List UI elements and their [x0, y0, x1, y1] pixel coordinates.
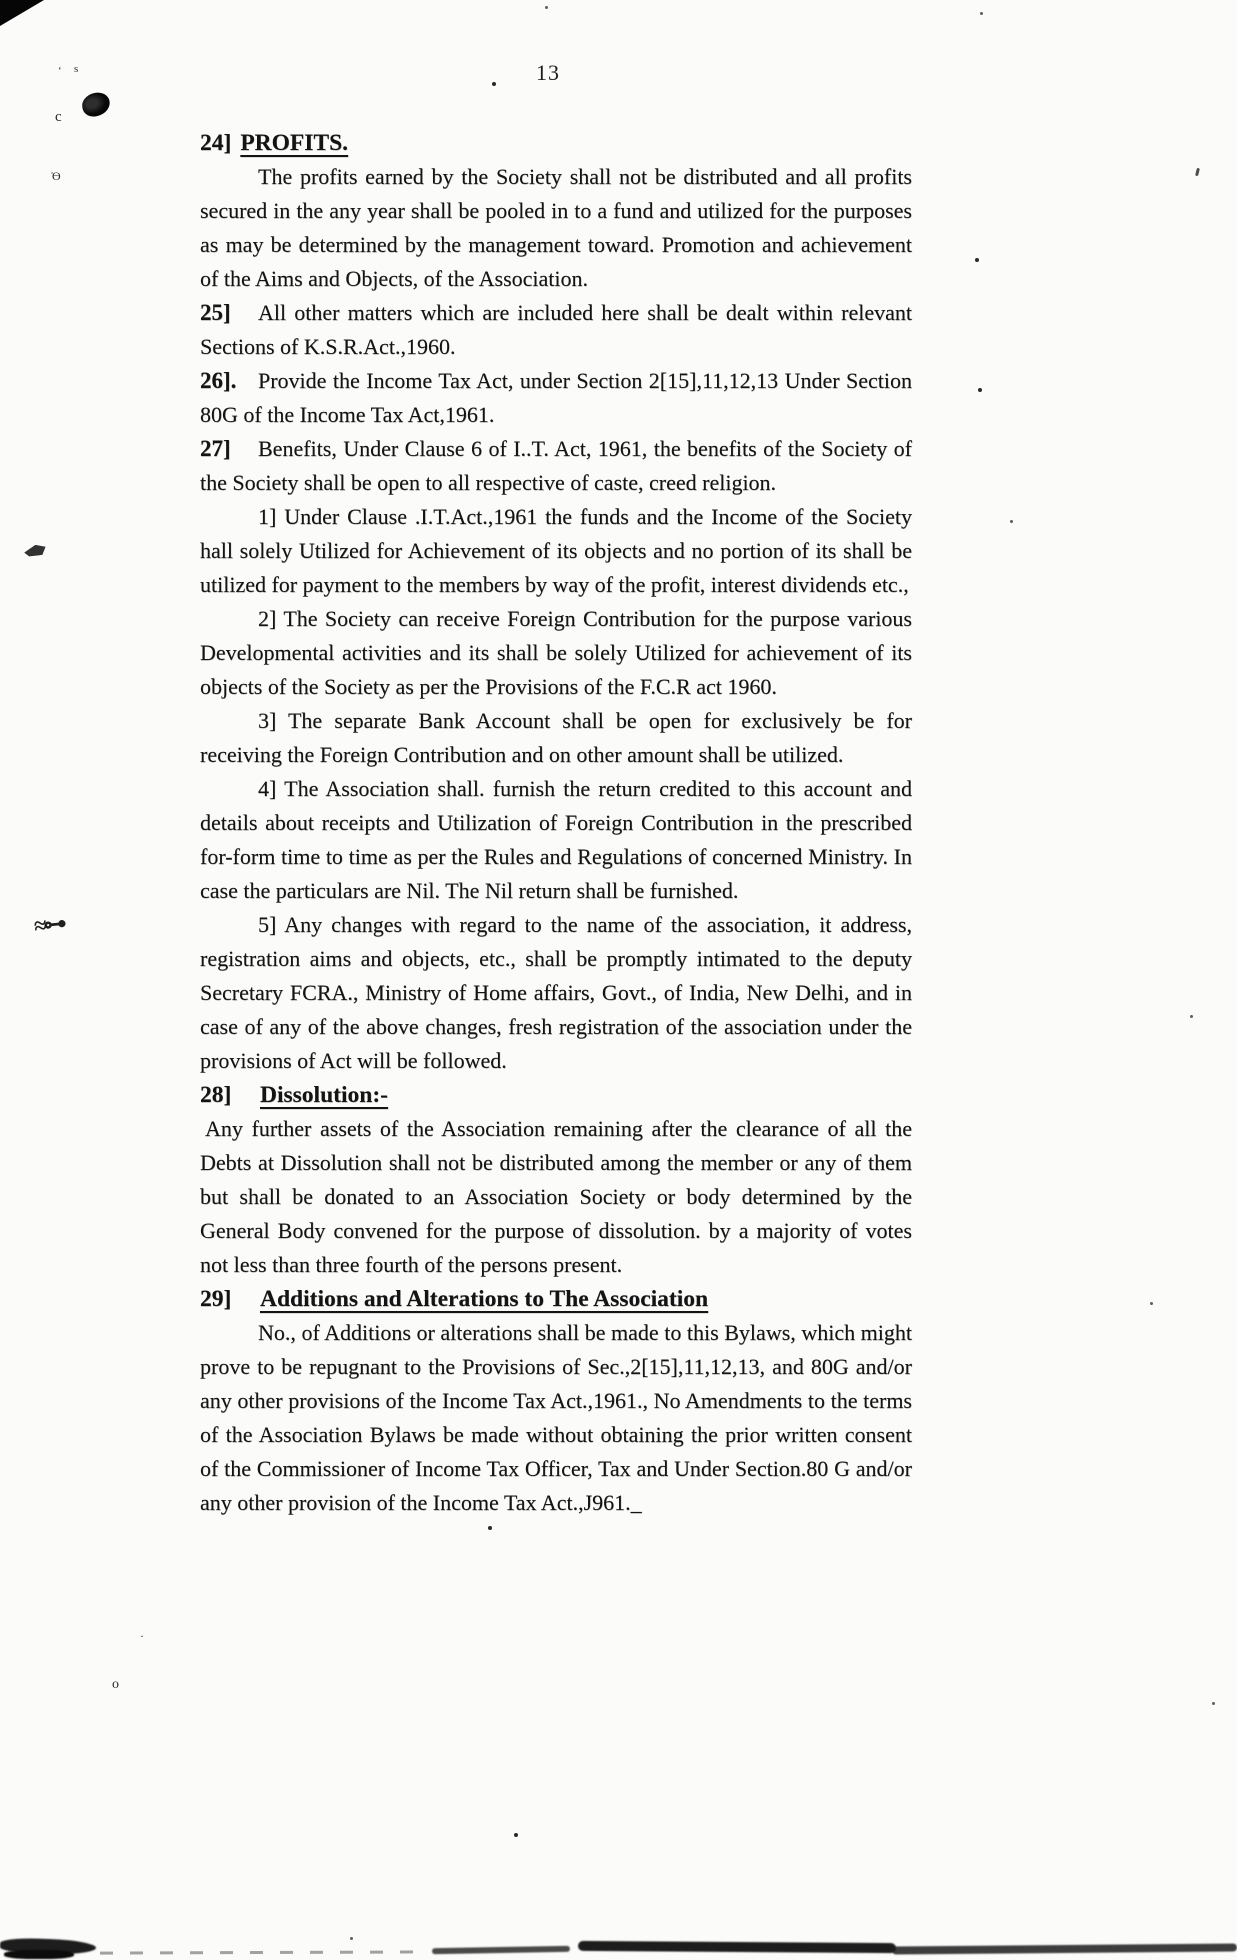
para-29-body [200, 1316, 912, 1520]
scan-dot [1010, 520, 1013, 523]
subclause-1-text: 1] Under Clause .I.T.Act.,1961 the funds and the Income of the Society hall solely Utilized for Achievement of its objects and no portion of its shall be utilized for payment to the members by way of the profit, interest dividends etc., [200, 504, 912, 597]
scan-bottom-smudge [4, 1950, 74, 1959]
scan-smear-mark [23, 544, 46, 558]
para-27-number: 27] [200, 436, 231, 461]
scan-speck: ‘ [58, 65, 62, 77]
para-24-body [200, 160, 912, 296]
scan-bottom-smudge [432, 1946, 570, 1954]
section-24-title: PROFITS. [240, 130, 349, 156]
subclause-2 [200, 602, 912, 704]
para-26-number: 26]. [200, 368, 237, 393]
section-24-heading [200, 126, 912, 160]
scan-dot [545, 6, 548, 9]
para-29-text: No., of Additions or alterations shall be made to this Bylaws, which might prove to be repugnant to the Provisions of Sec.,2[15],11,12,13, and 80G and/or any other provisions of the Income Tax Act.,1961., No Amendments to the terms of the Association Bylaws be made without obtaining the prior written consent of the Commissioner of Income Tax Officer, Tax and Under Section.80 G and/or any other provision of the Income Tax Act.,J961._ [200, 1320, 912, 1515]
para-28-text: Any further assets of the Association remaining after the clearance of all the Debts at Dissolution shall not be distributed among the member or any of them but shall be donated to an Association Society or body determined by the General Body convened for the purpose of dissolution. by a majority of votes not less than three fourth of the persons present. [200, 1116, 912, 1277]
section-24-number: 24] [200, 130, 232, 156]
scan-bottom-smudge [0, 1937, 96, 1955]
subclause-5 [200, 908, 912, 1078]
scan-bottom-smudge [578, 1941, 896, 1953]
para-24-text: The profits earned by the Society shall not be distributed and all profits secured in the any year shall be pooled in to a fund and utilized for the purposes as may be determined by the management toward. Promotion and achievement of the Aims and Objects, of the Association. [200, 164, 912, 291]
document-body [200, 126, 912, 1520]
para-26 [200, 364, 912, 432]
subclause-4 [200, 772, 912, 908]
subclause-2-text: 2] The Society can receive Foreign Contribution for the purpose various Developmental activities and its shall be solely Utilized for achievement of its objects of the Society as per the Provisions of the F.C.R act 1960. [200, 606, 912, 699]
para-25-text: All other matters which are included here shall be dealt within relevant Sections of K.S.R.Act.,1960. [200, 300, 912, 359]
para-27 [200, 432, 912, 500]
subclause-4-text: 4] The Association shall. furnish the return credited to this account and details about receipts and Utilization of Foreign Contribution in the prescribed for-form time to time as per the Rules and Regulations of concerned Ministry. In case the particulars are Nil. The Nil return shall be furnished. [200, 776, 912, 903]
scan-dot [488, 1526, 492, 1530]
para-28-body [200, 1112, 912, 1282]
section-28-title: Dissolution:- [260, 1082, 388, 1108]
scan-stray-mark-o: o [112, 1677, 119, 1692]
scan-dot [1212, 1702, 1215, 1705]
scan-speck: ѕ [74, 63, 79, 75]
scan-dot [975, 258, 979, 262]
para-25 [200, 296, 912, 364]
scan-corner-wedge [0, 0, 44, 26]
scan-ink-blot [80, 90, 113, 119]
scan-dot [1190, 1015, 1193, 1018]
scan-bottom-smudge [100, 1950, 425, 1954]
scan-smear-mark: ≈⊶ [32, 910, 65, 939]
scan-dot [350, 1937, 353, 1940]
subclause-3-text: 3] The separate Bank Account shall be open for exclusively be for receiving the Foreign Contribution and on other amount shall be utilized. [200, 708, 912, 767]
para-27-text: Benefits, Under Clause 6 of I..T. Act, 1961, the benefits of the Society of the Society shall be open to all respective of caste, creed religion. [200, 436, 912, 495]
scan-dot [1150, 1302, 1153, 1305]
section-28-number: 28] [200, 1082, 232, 1108]
section-29-number: 29] [200, 1286, 232, 1312]
scan-dot [514, 1833, 518, 1837]
scan-stray-mark-c: c [55, 109, 62, 125]
section-28-heading [200, 1078, 912, 1112]
scan-tick-mark [1195, 168, 1200, 176]
scan-bottom-smudge [892, 1943, 1237, 1954]
page-number: 13 [536, 60, 560, 85]
scan-dot [980, 12, 983, 15]
subclause-1 [200, 500, 912, 602]
subclause-3 [200, 704, 912, 772]
scan-dot [492, 82, 496, 86]
para-26-text: Provide the Income Tax Act, under Section 2[15],11,12,13 Under Section 80G of the Income Tax Act,1961. [200, 368, 912, 427]
section-29-title: Additions and Alterations to The Association [260, 1286, 709, 1312]
scan-speck: · [140, 1629, 144, 1643]
section-29-heading [200, 1282, 912, 1316]
scan-speck: ̇Ө [52, 169, 61, 183]
scan-dot [978, 388, 982, 392]
para-25-number: 25] [200, 300, 231, 325]
subclause-5-text: 5] Any changes with regard to the name of the association, it address, registration aims and objects, etc., shall be promptly intimated to the deputy Secretary FCRA., Ministry of Home affairs, Govt., of India, New Delhi, and in case of any of the above changes, fresh registration of the association under the provisions of Act will be followed. [200, 912, 912, 1073]
